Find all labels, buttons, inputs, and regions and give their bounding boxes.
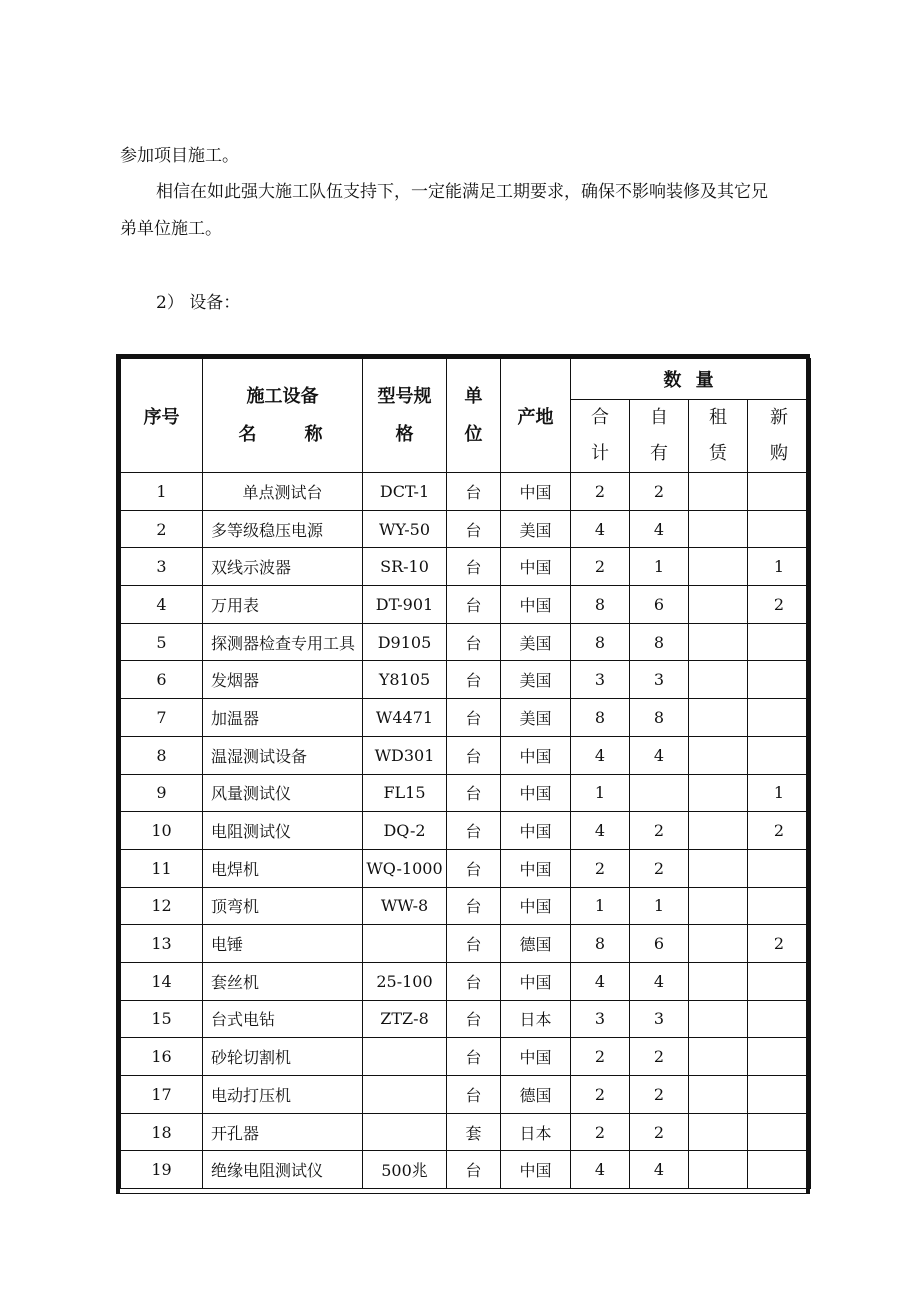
table-row (121, 887, 811, 925)
cell-origin: 美国 (501, 623, 571, 661)
cell-model: WY-50 (363, 510, 447, 548)
cell-new (748, 736, 811, 774)
cell-model (363, 925, 447, 963)
cell-no: 8 (121, 736, 203, 774)
cell-no: 7 (121, 699, 203, 737)
cell-origin: 中国 (501, 887, 571, 925)
cell-unit: 台 (447, 736, 501, 774)
cell-new (748, 1076, 811, 1114)
cell-model: 500兆 (363, 1151, 447, 1189)
cell-unit: 台 (447, 887, 501, 925)
header-lease-line1: 租 (709, 407, 727, 428)
header-unit-line2: 位 (464, 423, 483, 445)
cell-origin: 美国 (501, 661, 571, 699)
table-row (121, 586, 811, 624)
cell-model: DQ-2 (363, 812, 447, 850)
cell-name: 砂轮切割机 (203, 1038, 363, 1076)
cell-total: 4 (571, 812, 630, 850)
cell-new (748, 473, 811, 511)
cell-model (363, 1076, 447, 1114)
header-unit (447, 359, 501, 473)
cell-model: WD301 (363, 736, 447, 774)
cell-own: 2 (630, 1076, 689, 1114)
cell-no: 14 (121, 962, 203, 1000)
cell-origin: 中国 (501, 473, 571, 511)
table-row (121, 510, 811, 548)
cell-origin: 中国 (501, 736, 571, 774)
header-new (748, 400, 811, 473)
cell-origin: 中国 (501, 586, 571, 624)
cell-no: 15 (121, 1000, 203, 1038)
cell-total: 8 (571, 623, 630, 661)
cell-no: 13 (121, 925, 203, 963)
cell-new (748, 699, 811, 737)
cell-own: 4 (630, 736, 689, 774)
cell-model: SR-10 (363, 548, 447, 586)
cell-no: 1 (121, 473, 203, 511)
cell-total: 2 (571, 849, 630, 887)
cell-origin: 中国 (501, 962, 571, 1000)
cell-total: 2 (571, 1076, 630, 1114)
cell-unit: 台 (447, 774, 501, 812)
cell-model: FL15 (363, 774, 447, 812)
cell-name: 电焊机 (203, 849, 363, 887)
cell-name: 双线示波器 (203, 548, 363, 586)
cell-lease (689, 774, 748, 812)
cell-no: 12 (121, 887, 203, 925)
header-equipment-name (203, 359, 363, 473)
cell-total: 8 (571, 699, 630, 737)
header-own (630, 400, 689, 473)
cell-lease (689, 925, 748, 963)
cell-unit: 台 (447, 510, 501, 548)
cell-lease (689, 962, 748, 1000)
cell-name: 发烟器 (203, 661, 363, 699)
cell-lease (689, 1000, 748, 1038)
cell-model: 25-100 (363, 962, 447, 1000)
cell-lease (689, 623, 748, 661)
cell-origin: 日本 (501, 1000, 571, 1038)
cell-new (748, 962, 811, 1000)
cell-unit: 台 (447, 1038, 501, 1076)
header-quantity: 数 量 (571, 359, 811, 400)
cell-unit: 台 (447, 548, 501, 586)
cell-model: W4471 (363, 699, 447, 737)
cell-name: 台式电钻 (203, 1000, 363, 1038)
header-model-line1: 型号规 (377, 385, 432, 407)
cell-origin: 德国 (501, 1076, 571, 1114)
cell-no: 11 (121, 849, 203, 887)
cell-total: 2 (571, 473, 630, 511)
table-row (121, 473, 811, 511)
table-row (121, 548, 811, 586)
cell-name: 套丝机 (203, 962, 363, 1000)
cell-total: 8 (571, 586, 630, 624)
cell-own: 6 (630, 586, 689, 624)
table-row (121, 1151, 811, 1189)
cell-lease (689, 1038, 748, 1076)
paragraph-1: 参加项目施工。 (120, 146, 239, 166)
cell-name: 单点测试台 (203, 473, 363, 511)
cell-new: 2 (748, 586, 811, 624)
cell-no: 2 (121, 510, 203, 548)
header-origin: 产地 (501, 359, 571, 473)
cell-total: 8 (571, 925, 630, 963)
cell-no: 10 (121, 812, 203, 850)
cell-name: 开孔器 (203, 1113, 363, 1151)
cell-unit: 台 (447, 1000, 501, 1038)
cell-unit: 台 (447, 1151, 501, 1189)
cell-name: 探测器检查专用工具 (203, 623, 363, 661)
cell-new (748, 887, 811, 925)
table-row (121, 661, 811, 699)
header-lease (689, 400, 748, 473)
table-row (121, 699, 811, 737)
cell-unit: 台 (447, 925, 501, 963)
cell-name: 温湿测试设备 (203, 736, 363, 774)
cell-origin: 中国 (501, 774, 571, 812)
header-total-line1: 合 (591, 407, 609, 428)
cell-total: 4 (571, 962, 630, 1000)
header-own-line1: 自 (650, 407, 668, 428)
cell-name: 绝缘电阻测试仪 (203, 1151, 363, 1189)
cell-model: Y8105 (363, 661, 447, 699)
table-row (121, 774, 811, 812)
cell-new: 1 (748, 548, 811, 586)
header-own-line2: 有 (650, 443, 668, 464)
cell-origin: 中国 (501, 548, 571, 586)
cell-lease (689, 1113, 748, 1151)
cell-new: 2 (748, 812, 811, 850)
cell-no: 18 (121, 1113, 203, 1151)
cell-no: 19 (121, 1151, 203, 1189)
cell-total: 3 (571, 661, 630, 699)
cell-name: 电阻测试仪 (203, 812, 363, 850)
header-unit-line1: 单 (464, 385, 483, 407)
cell-unit: 台 (447, 849, 501, 887)
cell-total: 1 (571, 774, 630, 812)
cell-name: 电动打压机 (203, 1076, 363, 1114)
cell-own: 4 (630, 510, 689, 548)
cell-total: 4 (571, 510, 630, 548)
header-seq: 序号 (121, 359, 203, 473)
cell-unit: 台 (447, 812, 501, 850)
cell-unit: 套 (447, 1113, 501, 1151)
cell-own: 1 (630, 887, 689, 925)
cell-new: 1 (748, 774, 811, 812)
table-row (121, 849, 811, 887)
cell-name: 风量测试仪 (203, 774, 363, 812)
cell-new: 2 (748, 925, 811, 963)
cell-new (748, 1038, 811, 1076)
cell-own: 4 (630, 1151, 689, 1189)
cell-new (748, 849, 811, 887)
header-new-line1: 新 (770, 407, 789, 428)
header-total (571, 400, 630, 473)
cell-new (748, 661, 811, 699)
cell-lease (689, 887, 748, 925)
table-row (121, 925, 811, 963)
cell-total: 1 (571, 887, 630, 925)
cell-origin: 中国 (501, 812, 571, 850)
cell-total: 2 (571, 1038, 630, 1076)
cell-own: 1 (630, 548, 689, 586)
cell-total: 2 (571, 1113, 630, 1151)
cell-own: 2 (630, 473, 689, 511)
cell-own: 8 (630, 623, 689, 661)
cell-lease (689, 736, 748, 774)
cell-model: WW-8 (363, 887, 447, 925)
table-row (121, 623, 811, 661)
header-equipment-line1: 施工设备 (246, 385, 319, 407)
cell-own (630, 774, 689, 812)
cell-name: 多等级稳压电源 (203, 510, 363, 548)
paragraph-2: 相信在如此强大施工队伍支持下，一定能满足工期要求，确保不影响装修及其它兄 (156, 182, 768, 202)
cell-lease (689, 473, 748, 511)
cell-lease (689, 510, 748, 548)
cell-no: 4 (121, 586, 203, 624)
cell-origin: 中国 (501, 849, 571, 887)
cell-origin: 日本 (501, 1113, 571, 1151)
cell-lease (689, 699, 748, 737)
cell-origin: 中国 (501, 1038, 571, 1076)
cell-total: 2 (571, 548, 630, 586)
cell-own: 4 (630, 962, 689, 1000)
header-model (363, 359, 447, 473)
cell-own: 3 (630, 1000, 689, 1038)
cell-model: D9105 (363, 623, 447, 661)
cell-unit: 台 (447, 661, 501, 699)
cell-unit: 台 (447, 1076, 501, 1114)
table-row (121, 1038, 811, 1076)
cell-own: 8 (630, 699, 689, 737)
cell-name: 加温器 (203, 699, 363, 737)
cell-no: 9 (121, 774, 203, 812)
cell-name: 电锤 (203, 925, 363, 963)
cell-lease (689, 1076, 748, 1114)
cell-origin: 德国 (501, 925, 571, 963)
cell-unit: 台 (447, 473, 501, 511)
cell-total: 4 (571, 1151, 630, 1189)
cell-no: 17 (121, 1076, 203, 1114)
section-heading-equipment: 2） 设备： (156, 293, 241, 313)
header-lease-line2: 赁 (709, 443, 727, 464)
header-equipment-line2: 名 称 (238, 423, 327, 445)
cell-own: 2 (630, 849, 689, 887)
cell-own: 3 (630, 661, 689, 699)
cell-no: 5 (121, 623, 203, 661)
cell-own: 2 (630, 1038, 689, 1076)
cell-lease (689, 548, 748, 586)
cell-model (363, 1038, 447, 1076)
cell-own: 6 (630, 925, 689, 963)
cell-lease (689, 849, 748, 887)
cell-new (748, 1151, 811, 1189)
cell-lease (689, 586, 748, 624)
table-row (121, 736, 811, 774)
cell-model (363, 1113, 447, 1151)
table-row (121, 962, 811, 1000)
cell-lease (689, 661, 748, 699)
cell-lease (689, 1151, 748, 1189)
table-row (121, 812, 811, 850)
cell-unit: 台 (447, 962, 501, 1000)
cell-total: 4 (571, 736, 630, 774)
cell-unit: 台 (447, 623, 501, 661)
cell-no: 3 (121, 548, 203, 586)
cell-origin: 中国 (501, 1151, 571, 1189)
equipment-table (120, 358, 811, 1189)
table-row (121, 1000, 811, 1038)
cell-new (748, 510, 811, 548)
cell-model: ZTZ-8 (363, 1000, 447, 1038)
cell-new (748, 1000, 811, 1038)
cell-lease (689, 812, 748, 850)
cell-name: 顶弯机 (203, 887, 363, 925)
cell-model: WQ-1000 (363, 849, 447, 887)
cell-own: 2 (630, 812, 689, 850)
table-row (121, 1076, 811, 1114)
equipment-table-frame (116, 354, 810, 1194)
header-new-line2: 购 (770, 443, 789, 464)
paragraph-3: 弟单位施工。 (120, 219, 222, 239)
cell-origin: 美国 (501, 699, 571, 737)
cell-model: DT-901 (363, 586, 447, 624)
cell-new (748, 1113, 811, 1151)
cell-origin: 美国 (501, 510, 571, 548)
cell-name: 万用表 (203, 586, 363, 624)
header-total-line2: 计 (591, 443, 609, 464)
cell-total: 3 (571, 1000, 630, 1038)
table-row (121, 1113, 811, 1151)
cell-new (748, 623, 811, 661)
cell-unit: 台 (447, 586, 501, 624)
cell-own: 2 (630, 1113, 689, 1151)
cell-no: 6 (121, 661, 203, 699)
cell-model: DCT-1 (363, 473, 447, 511)
cell-no: 16 (121, 1038, 203, 1076)
cell-unit: 台 (447, 699, 501, 737)
header-model-line2: 格 (395, 423, 414, 445)
